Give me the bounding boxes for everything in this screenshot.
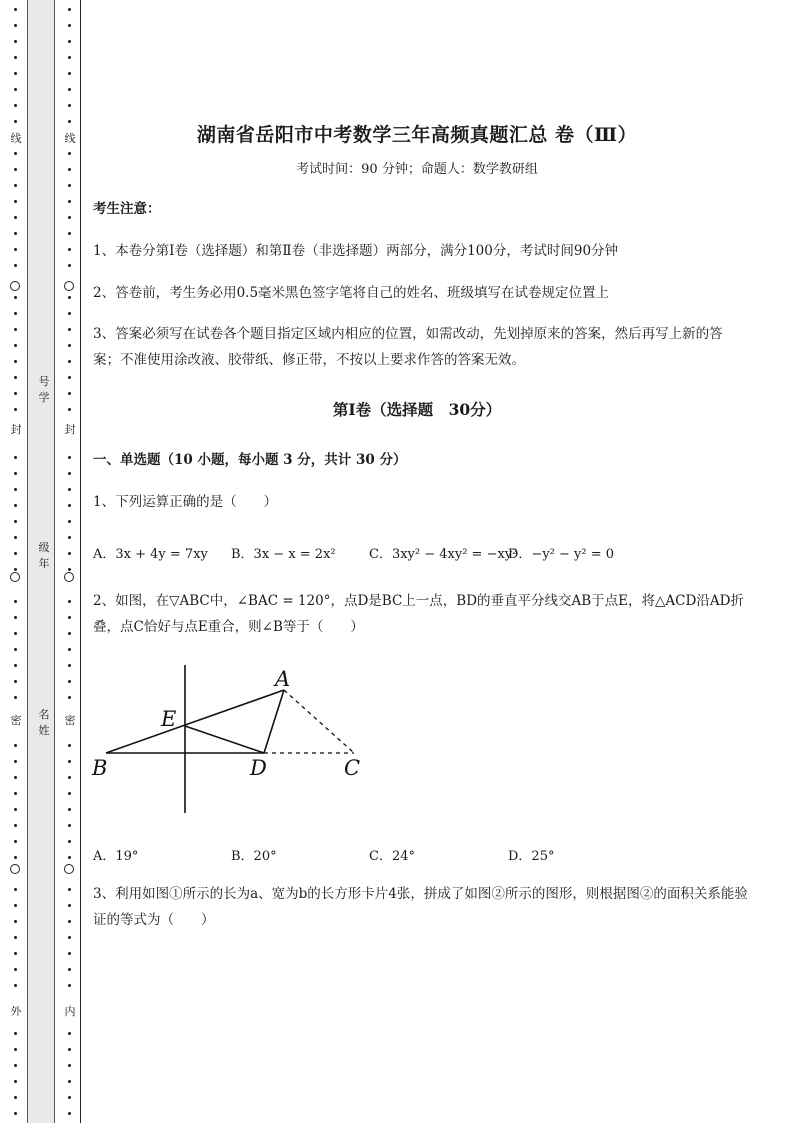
margin-dot [68, 40, 71, 43]
margin-mark-nei: 内 [64, 1005, 76, 1018]
margin-dot [68, 120, 71, 123]
margin-dot [14, 1032, 17, 1035]
margin-mark-xian: 线 [10, 132, 22, 145]
margin-dot [14, 488, 17, 491]
margin-dot [14, 536, 17, 539]
margin-dot [68, 664, 71, 667]
margin-dot [68, 888, 71, 891]
margin-dot [14, 24, 17, 27]
margin-dot [14, 984, 17, 987]
margin-dot [14, 776, 17, 779]
margin-dot [14, 904, 17, 907]
margin-dot [68, 984, 71, 987]
margin-dot [14, 936, 17, 939]
binding-margin [0, 0, 90, 1123]
notice-item-3: 3、答案必须写在试卷各个题目指定区域内相应的位置，如需改动，先划掉原来的答案，然后再写上新的答案；不准使用涂改液、胶带纸、修正带，不按以上要求作答的答案无效。 [93, 326, 723, 368]
notice-item-1: 1、本卷分第Ⅰ卷（选择题）和第Ⅱ卷（非选择题）两部分，满分100分，考试时间90分钟 [93, 243, 619, 259]
margin-dot [68, 776, 71, 779]
margin-dot [68, 376, 71, 379]
margin-dot [68, 1032, 71, 1035]
margin-dot [14, 296, 17, 299]
margin-circle [64, 572, 74, 582]
margin-dot [14, 392, 17, 395]
margin-dot [68, 744, 71, 747]
margin-dot [14, 696, 17, 699]
margin-dot [14, 360, 17, 363]
margin-dot [14, 216, 17, 219]
margin-dot [14, 456, 17, 459]
margin-dot [68, 24, 71, 27]
margin-dot [68, 808, 71, 811]
margin-dot [14, 200, 17, 203]
margin-dot [68, 360, 71, 363]
margin-dot [68, 648, 71, 651]
margin-mark-xian: 线 [64, 132, 76, 145]
margin-dot [68, 1112, 71, 1115]
label-A: A [275, 667, 291, 691]
margin-dot [68, 600, 71, 603]
q2-option-a: A．19° [93, 849, 139, 864]
margin-dot [68, 104, 71, 107]
margin-circle [64, 864, 74, 874]
margin-dot [68, 168, 71, 171]
margin-dot [14, 520, 17, 523]
margin-dot [14, 1112, 17, 1115]
q2-option-c: C．24° [369, 849, 415, 864]
question-3-stem: 3、利用如图①所示的长为a、宽为b的长方形卡片4张，拼成了如图②所示的图形，则根据图②的面积关系能验证的等式为（ ） [93, 886, 748, 928]
exam-number-label: 号 学 [38, 375, 50, 404]
margin-dot [14, 632, 17, 635]
margin-dot [68, 312, 71, 315]
margin-dot [68, 904, 71, 907]
margin-dot [14, 920, 17, 923]
margin-dot [14, 72, 17, 75]
q1-option-b: B．3x − x = 2x² [231, 547, 336, 562]
part-title: 一、单选题（10 小题，每小题 3 分，共计 30 分） [93, 452, 407, 468]
label-B: B [92, 756, 108, 780]
inner-dot-column [63, 0, 77, 1123]
margin-dot [14, 120, 17, 123]
margin-dot [68, 936, 71, 939]
margin-dot [14, 264, 17, 267]
outer-dot-column [9, 0, 23, 1123]
notice-heading: 考生注意： [93, 201, 161, 217]
margin-dot [14, 616, 17, 619]
margin-dot [14, 168, 17, 171]
margin-dot [14, 792, 17, 795]
margin-dot [68, 552, 71, 555]
margin-dot [14, 248, 17, 251]
segment-AD [264, 690, 284, 753]
margin-dot [68, 88, 71, 91]
margin-dot [14, 952, 17, 955]
margin-dot [68, 152, 71, 155]
margin-dot [14, 552, 17, 555]
margin-dot [68, 296, 71, 299]
notice-item-2: 2、答卷前，考生务必用0.5毫米黑色签字笔将自己的姓名、班级填写在试卷规定位置上 [93, 285, 610, 301]
margin-dot [14, 504, 17, 507]
margin-dot [14, 376, 17, 379]
margin-dot [14, 680, 17, 683]
margin-dot [68, 632, 71, 635]
margin-dot [68, 408, 71, 411]
q1-option-a: A．3x + 4y = 7xy [93, 547, 208, 562]
margin-dot [68, 472, 71, 475]
margin-dot [68, 72, 71, 75]
margin-dot [68, 344, 71, 347]
margin-dot [68, 488, 71, 491]
margin-dot [14, 104, 17, 107]
margin-dot [14, 1048, 17, 1051]
margin-circle [10, 281, 20, 291]
margin-dot [14, 1096, 17, 1099]
margin-mark-wai: 外 [10, 1005, 22, 1018]
margin-dot [68, 200, 71, 203]
margin-dot [14, 824, 17, 827]
label-C: C [344, 756, 361, 780]
margin-dot [14, 840, 17, 843]
margin-dot [14, 888, 17, 891]
margin-dot [68, 760, 71, 763]
q1-option-d: D．−y² − y² = 0 [508, 547, 615, 562]
margin-dot [68, 1048, 71, 1051]
margin-dot [68, 456, 71, 459]
margin-dot [14, 40, 17, 43]
margin-dot [68, 968, 71, 971]
margin-dot [68, 248, 71, 251]
section-title: 第Ⅰ卷（选择题 30分） [332, 400, 502, 419]
margin-dot [14, 1080, 17, 1083]
margin-dot [14, 968, 17, 971]
margin-dot [14, 408, 17, 411]
label-D: D [250, 756, 267, 780]
segment-BA [106, 690, 284, 753]
margin-dot [68, 856, 71, 859]
margin-dot [68, 56, 71, 59]
margin-dot [14, 664, 17, 667]
exam-info: 考试时间：90 分钟；命题人：数学教研组 [296, 162, 538, 177]
name-label: 名 姓 [38, 708, 50, 737]
margin-dot [14, 8, 17, 11]
margin-dot [68, 792, 71, 795]
q2-option-d: D．25° [508, 849, 555, 864]
margin-dot [68, 184, 71, 187]
margin-dot [68, 840, 71, 843]
q2-option-b: B．20° [231, 849, 277, 864]
margin-dot [68, 264, 71, 267]
segment-ED [185, 726, 264, 753]
margin-dot [14, 600, 17, 603]
margin-dot [68, 504, 71, 507]
margin-dot [14, 184, 17, 187]
label-E: E [161, 707, 177, 731]
margin-dot [68, 920, 71, 923]
margin-dot [68, 1080, 71, 1083]
margin-mark-feng: 封 [64, 423, 76, 436]
page-title: 湖南省岳阳市中考数学三年高频真题汇总 卷（Ⅲ） [196, 124, 638, 146]
margin-mark-mi: 密 [10, 714, 22, 727]
margin-dot [14, 56, 17, 59]
margin-circle [10, 572, 20, 582]
margin-rule [80, 0, 81, 1123]
margin-dot [14, 1064, 17, 1067]
margin-dot [14, 760, 17, 763]
margin-dot [68, 568, 71, 571]
margin-dot [68, 328, 71, 331]
margin-dot [14, 152, 17, 155]
margin-dot [68, 392, 71, 395]
segment-AC [284, 690, 354, 753]
margin-dot [14, 744, 17, 747]
margin-dot [14, 648, 17, 651]
class-label: 级 年 [38, 541, 50, 570]
margin-dot [14, 856, 17, 859]
margin-dot [68, 232, 71, 235]
triangle-figure [88, 660, 378, 820]
margin-dot [68, 536, 71, 539]
margin-dot [68, 952, 71, 955]
margin-dot [14, 808, 17, 811]
margin-dot [14, 344, 17, 347]
margin-dot [14, 472, 17, 475]
question-1-stem: 1、下列运算正确的是（ ） [93, 494, 278, 510]
margin-dot [68, 8, 71, 11]
margin-dot [68, 696, 71, 699]
margin-dot [68, 680, 71, 683]
margin-circle [10, 864, 20, 874]
margin-dot [68, 216, 71, 219]
margin-dot [14, 232, 17, 235]
margin-dot [14, 312, 17, 315]
question-2-stem: 2、如图，在▽ABC中，∠BAC = 120°，点D是BC上一点，BD的垂直平分线交AB于点E，将△ACD沿AD折叠，点C恰好与点E重合，则∠B等于（ ） [93, 593, 744, 635]
margin-mark-mi: 密 [64, 714, 76, 727]
margin-dot [68, 1064, 71, 1067]
margin-mark-feng: 封 [10, 423, 22, 436]
q1-option-c: C．3xy² − 4xy² = −xy² [369, 547, 518, 562]
margin-dot [14, 88, 17, 91]
margin-dot [14, 568, 17, 571]
margin-dot [68, 616, 71, 619]
margin-dot [68, 1096, 71, 1099]
margin-circle [64, 281, 74, 291]
margin-dot [14, 328, 17, 331]
margin-dot [68, 520, 71, 523]
margin-dot [68, 824, 71, 827]
